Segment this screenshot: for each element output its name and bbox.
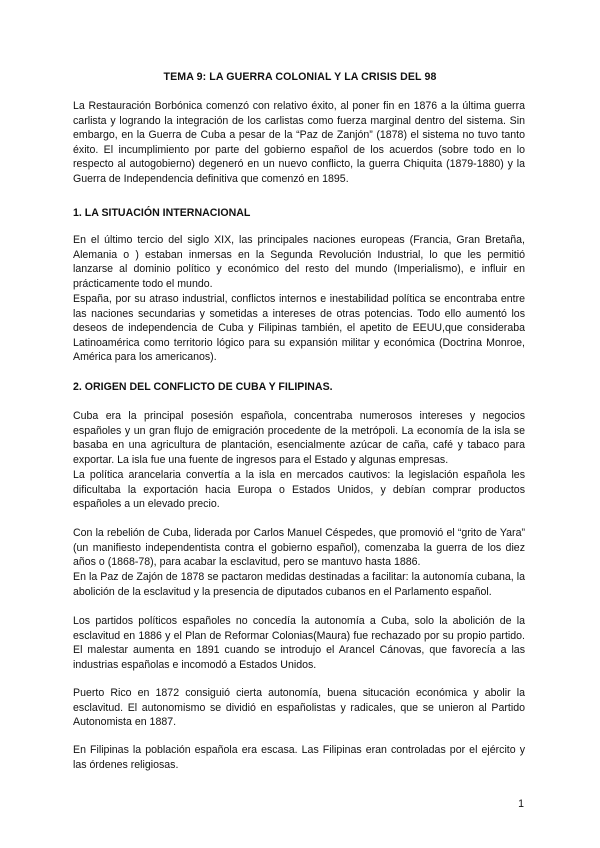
section-1-paragraph-2: España, por su atraso industrial, conflictos internos e inestabilidad política se encontraba entre las naciones secundarias y sometidas a intereses de otras potencias. Todo ello aumentó los deseos de independencia de Cuba y Filipinas también, el apetito de EEUU,que consideraba Latinoamérica como territorio lógico para su expansión militar y económica (Doctrina Monroe, América para los americanos). [73, 293, 525, 364]
page-number: 1 [518, 798, 524, 810]
section-2-paragraph-1: Cuba era la principal posesión española, concentraba numerosos intereses y negocios españoles y un gran flujo de emigración procedente de la metrópoli. La economía de la isla se basaba en una agricultura de plantación, esencialmente azúcar de caña, café y tabaco para exportar. La isla fue una fuente de ingresos para el Estado y algunas empresas. [73, 410, 525, 466]
page-title: TEMA 9: LA GUERRA COLONIAL Y LA CRISIS DEL 98 [163, 71, 437, 83]
section-2-paragraph-4: En la Paz de Zajón de 1878 se pactaron medidas destinadas a facilitar: la autonomía cubana, la abolición de la esclavitud y la presencia de diputados cubanos en el Parlamento español. [73, 571, 525, 598]
section-2-paragraph-7: En Filipinas la población española era escasa. Las Filipinas eran controladas por el ejército y las órdenes religiosas. [73, 744, 525, 771]
intro-paragraph: La Restauración Borbónica comenzó con relativo éxito, al poner fin en 1876 a la última guerra carlista y logrando la integración de los carlistas como fuerza marginal dentro del sistema. Sin embargo, en la Guerra de Cuba a pesar de la “Paz de Zanjón” (1878) el sistema no tuvo tanto éxito. El incumplimiento por parte del gobierno español de los acuerdos (sobre todo en lo respecto al autogobierno) degeneró en un nuevo conflicto, la guerra Chiquita (1879-1880) y la Guerra de Independencia definitiva que comenzó en 1895. [73, 100, 525, 185]
section-2-paragraph-2: La política arancelaria convertía a la isla en mercados cautivos: la legislación española les dificultaba la exportación hacia Europa o Estados Unidos, y debían comprar productos españoles a un elevado precio. [73, 469, 525, 511]
section-2-paragraph-6: Puerto Rico en 1872 consiguió cierta autonomía, buena situcación económica y abolir la esclavitud. El autonomismo se dividió en españolistas y radicales, que se unieron al Partido Autonomista en 1887. [73, 687, 525, 729]
section-2-paragraph-5: Los partidos políticos españoles no concedía la autonomía a Cuba, solo la abolición de la esclavitud en 1886 y el Plan de Reformar Colonias(Maura) fue rechazado por su propio partido. El malestar aumenta en 1891 cuando se introdujo el Arancel Cánovas, que favorecía a las industrias españolas e incomodó a Estados Unidos. [73, 615, 525, 671]
section-2-heading: 2. ORIGEN DEL CONFLICTO DE CUBA Y FILIPINAS. [73, 381, 333, 393]
section-2-paragraph-3: Con la rebelión de Cuba, liderada por Carlos Manuel Céspedes, que promovió el “grito de Yara” (un manifiesto independentista contra el gobierno español), comenzaba la guerra de los diez años o (1868-78), para acabar la esclavitud, pero se mantuvo hasta 1886. [73, 527, 525, 569]
section-1-paragraph-1: En el último tercio del siglo XIX, las principales naciones europeas (Francia, Gran Bretaña, Alemania o ) estaban inmersas en la Segunda Revolución Industrial, lo que les permitió lanzarse al dominio político y económico del resto del mundo (Imperialismo), e influir en prácticamente todo el mundo. [73, 234, 525, 290]
section-1-heading: 1. LA SITUACIÓN INTERNACIONAL [73, 207, 251, 219]
